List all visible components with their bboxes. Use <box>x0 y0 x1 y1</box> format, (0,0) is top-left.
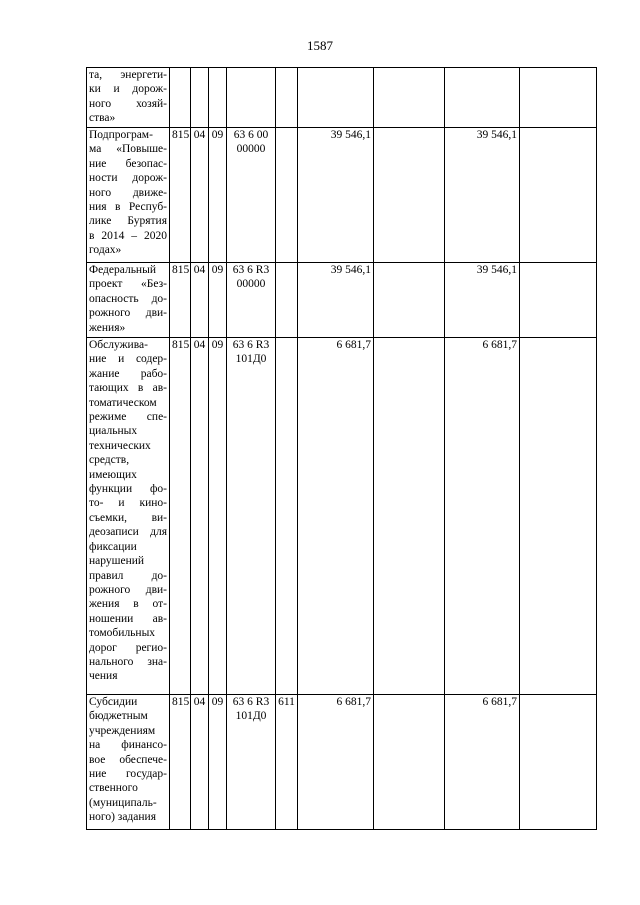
item-name-line: ного движе- <box>89 186 167 199</box>
item-name-line: средств, <box>89 454 130 467</box>
subsection-code-cell: 09 <box>209 338 227 695</box>
section-code-cell: 04 <box>191 338 209 695</box>
empty-cell <box>374 68 445 128</box>
item-name-cell <box>87 695 170 830</box>
item-name-line: ние государ- <box>89 768 167 781</box>
sum-2022-cell: 39 546,1 <box>445 128 520 263</box>
item-name-line: Субсидии <box>89 696 138 708</box>
target-article-cell <box>227 68 276 128</box>
section-code-cell: 04 <box>191 263 209 338</box>
sum-2021-cell: 39 546,1 <box>298 263 374 338</box>
ministry-code-cell: 815 <box>170 128 191 263</box>
item-name-line: Федеральный <box>89 264 156 276</box>
sum-2022-cell <box>445 68 520 128</box>
item-name-line: вое обеспече- <box>89 753 167 766</box>
item-name-line: режиме спе- <box>89 411 167 424</box>
item-name-line: имеющих <box>89 468 137 481</box>
item-name-line: годах» <box>89 244 122 257</box>
empty-cell <box>374 128 445 263</box>
target-article-cell: 63 6 00 00000 <box>227 128 276 263</box>
empty-cell <box>374 263 445 338</box>
item-name-cell <box>87 263 170 338</box>
item-name-line: то- и кино- <box>89 497 167 510</box>
item-name-line: ние и содер- <box>89 353 167 366</box>
item-name-line: ного хозяй- <box>89 97 167 110</box>
item-name-line: тающих в ав- <box>89 382 167 395</box>
item-name-line: рожного дви- <box>89 307 167 320</box>
item-name-line: (муниципаль- <box>89 796 157 809</box>
sum-2022-cell: 39 546,1 <box>445 263 520 338</box>
target-article-cell: 63 6 R3 101Д0 <box>227 338 276 695</box>
item-name-line: съемки, ви- <box>89 511 167 524</box>
item-name-line: рожного дви- <box>89 583 167 596</box>
table-row <box>87 263 597 338</box>
subsection-code-cell: 09 <box>209 128 227 263</box>
item-name-cell <box>87 128 170 263</box>
item-name-line: ки и дорож- <box>89 83 167 96</box>
item-name-line: дорог регио- <box>89 641 167 654</box>
item-name-line: ности дорож- <box>89 172 167 185</box>
expense-type-cell <box>276 68 298 128</box>
subsection-code-cell: 09 <box>209 695 227 830</box>
table-row <box>87 128 597 263</box>
item-name-line: жения в от- <box>89 598 167 611</box>
item-name-line: функции фо- <box>89 483 167 496</box>
ministry-code-cell <box>170 68 191 128</box>
item-name-line: нарушений <box>89 555 145 568</box>
item-name-line: ния в Респуб- <box>89 201 167 214</box>
item-name-cell <box>87 338 170 695</box>
expense-type-cell <box>276 338 298 695</box>
item-name-line: на финансо- <box>89 739 167 752</box>
expense-type-cell: 611 <box>276 695 298 830</box>
item-name-line: фиксации <box>89 540 137 553</box>
item-name-line: технических <box>89 439 151 452</box>
item-name-line: учреждениям <box>89 724 156 737</box>
item-name-line: опасность до- <box>89 292 167 305</box>
item-name-line: лике Бурятия <box>89 215 167 228</box>
item-name-line: правил до- <box>89 569 167 582</box>
item-name-line: Обслужива- <box>89 339 148 351</box>
sum-2022-cell: 6 681,7 <box>445 338 520 695</box>
item-name-line: ношении ав- <box>89 612 167 625</box>
empty-cell <box>520 68 597 128</box>
item-name-line: нального зна- <box>89 655 167 668</box>
expense-type-cell <box>276 128 298 263</box>
subsection-code-cell: 09 <box>209 263 227 338</box>
target-article-cell: 63 6 R3 101Д0 <box>227 695 276 830</box>
section-code-cell <box>191 68 209 128</box>
item-name-line: проект «Без- <box>89 278 167 291</box>
table-row <box>87 338 597 695</box>
empty-cell <box>520 695 597 830</box>
table-row <box>87 695 597 830</box>
target-article-cell: 63 6 R3 00000 <box>227 263 276 338</box>
empty-cell <box>374 695 445 830</box>
table-row <box>87 68 597 128</box>
empty-cell <box>374 338 445 695</box>
ministry-code-cell: 815 <box>170 695 191 830</box>
item-name-line: в 2014 – 2020 <box>89 229 167 242</box>
empty-cell <box>520 128 597 263</box>
section-code-cell: 04 <box>191 128 209 263</box>
item-name-line: Подпрограм- <box>89 129 153 141</box>
item-name-line: ства» <box>89 112 116 125</box>
page-number: 1587 <box>307 38 333 53</box>
item-name-line: жения» <box>89 321 126 334</box>
item-name-line: томобильных <box>89 627 156 640</box>
item-name-line: ного) задания <box>89 811 156 824</box>
item-name-cell <box>87 68 170 128</box>
sum-2022-cell: 6 681,7 <box>445 695 520 830</box>
sum-2021-cell: 6 681,7 <box>298 695 374 830</box>
expense-type-cell <box>276 263 298 338</box>
item-name-line: томатическом <box>89 396 157 409</box>
item-name-line: циальных <box>89 425 138 438</box>
empty-cell <box>520 263 597 338</box>
sum-2021-cell: 6 681,7 <box>298 338 374 695</box>
item-name-line: жание рабо- <box>89 367 167 380</box>
item-name-line: деозаписи для <box>89 526 167 539</box>
ministry-code-cell: 815 <box>170 263 191 338</box>
section-code-cell: 04 <box>191 695 209 830</box>
budget-table <box>86 67 597 830</box>
item-name-line: ственного <box>89 782 138 795</box>
sum-2021-cell <box>298 68 374 128</box>
empty-cell <box>520 338 597 695</box>
item-name-line: та, энергети- <box>89 69 167 81</box>
item-name-line: ние безопас- <box>89 157 167 170</box>
item-name-line: бюджетным <box>89 710 148 723</box>
sum-2021-cell: 39 546,1 <box>298 128 374 263</box>
ministry-code-cell: 815 <box>170 338 191 695</box>
item-name-line: ма «Повыше- <box>89 143 167 156</box>
subsection-code-cell <box>209 68 227 128</box>
item-name-line: чения <box>89 670 118 683</box>
